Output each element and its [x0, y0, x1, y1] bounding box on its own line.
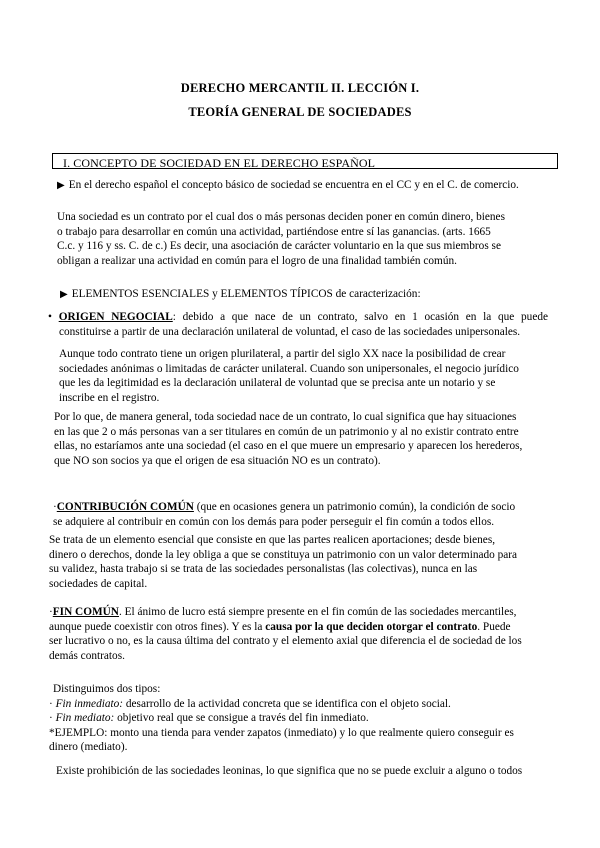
text-line: su validez, hasta trabajo si se trata de las sociedades personalistas (las colectivas), nunca en las [49, 563, 478, 576]
text-line: sociedades anónimas o limitadas de carácter unilateral. Cuando son unipersonales, el negocio jurídico [59, 362, 519, 375]
text-line: Se trata de un elemento esencial que consiste en que las partes realicen aportaciones; desde bienes, [49, 534, 496, 546]
text-line: constituirse a partir de una declaración unilateral de voluntad, el caso de las sociedades unipersonales. [59, 325, 521, 338]
list-prefix: · [49, 697, 56, 710]
text-line: Existe prohibición de las sociedades leoninas, lo que significa que no se puede excluir a alguno o todos [56, 765, 523, 777]
tipos-fin [49, 682, 514, 755]
contribucion-text: (que en ocasiones genera un patrimonio común), la condición de socio [193, 501, 516, 513]
fin-text-b: . Puede [477, 620, 511, 633]
text-line: o trabajo para desarrollar en común una actividad, partiéndose entre sí las ganancias. (arts. 1665 [57, 225, 491, 238]
bullet-dot-icon: • [48, 311, 52, 323]
text-line: que les da legitimidad es la declaración unilateral de voluntad que se precisa ante un notario y se [59, 377, 496, 390]
paragraph-leoninas [56, 764, 522, 779]
bullet-concepto [57, 178, 519, 194]
bullet-elementos-text: ELEMENTOS ESENCIALES y ELEMENTOS TÍPICOS de caracterización: [71, 288, 421, 300]
triangle-bullet-icon: ▶ [60, 289, 68, 300]
fin-inmediato-text: desarrollo de la actividad concreta que se identifica con el objeto social. [123, 697, 451, 710]
bullet-elementos [60, 287, 421, 303]
text-line: obligan a realizar una actividad en común para el logro de una finalidad también común. [57, 254, 457, 267]
text-line: C.c. y 116 y ss. C. de c.) Es decir, una asociación de carácter voluntario en la que sus miembros se [57, 240, 501, 253]
contribucion-comun [53, 500, 515, 529]
paragraph-general [54, 410, 522, 468]
text-line: demás contratos. [49, 649, 125, 662]
bullet-dot-icon: · [49, 606, 53, 618]
text-line: Una sociedad es un contrato por el cual dos o más personas deciden poner en común dinero, bienes [57, 211, 505, 223]
bullet-dot-icon: · [53, 501, 57, 513]
fin-comun-text: . El ánimo de lucro está siempre presente en el fin común de las sociedades mercantiles, [118, 606, 517, 618]
ejemplo-line: *EJEMPLO: monto una tienda para vender zapatos (inmediato) y lo que realmente quiero conseguir es [49, 726, 514, 739]
text-line: Por lo que, de manera general, toda sociedad nace de un contrato, lo cual significa que hay situaciones [54, 411, 517, 423]
fin-comun-heading: FIN COMÚN [52, 606, 119, 618]
contribucion-heading: CONTRIBUCIÓN COMÚN [56, 501, 194, 513]
origen-negocial [48, 310, 548, 339]
triangle-bullet-icon: ▶ [57, 180, 65, 191]
document-title: DERECHO MERCANTIL II. LECCIÓN I. [180, 81, 420, 95]
text-line: Aunque todo contrato tiene un origen plurilateral, a partir del siglo XX nace la posibilidad de crear [59, 348, 506, 360]
paragraph-definicion [57, 210, 505, 268]
text-line: sociedades de capital. [49, 577, 148, 590]
bullet-concepto-text: En el derecho español el concepto básico de sociedad se encuentra en el CC y en el C. de comercio. [68, 179, 519, 191]
text-line: dinero o derechos, donde la ley obliga a que se constituya un patrimonio con un valor determinado para [49, 548, 518, 561]
list-prefix: · [49, 712, 56, 725]
origen-heading: ORIGEN NEGOCIAL [58, 311, 173, 323]
paragraph-plurilateral [59, 347, 519, 405]
text-line: que NO son socios ya que el origen de esa situación NO es un contrato). [54, 454, 381, 467]
fin-mediato-text: objetivo real que se consigue a través del fin inmediato. [114, 712, 369, 725]
text-line: ser lucrativo o no, es la causa última del contrato y el elemento axial que diferencia el de sociedad de los [49, 635, 522, 648]
tipos-intro: Distinguimos dos tipos: [53, 683, 161, 695]
section-heading: I. CONCEPTO DE SOCIEDAD EN EL DERECHO ESPAÑOL [63, 156, 376, 169]
text-line: en las que 2 o más personas van a ser titulares en común de un patrimonio y al no existir contrato entre [54, 425, 519, 438]
paragraph-aportaciones [49, 533, 517, 591]
document-subtitle: TEORÍA GENERAL DE SOCIEDADES [188, 105, 412, 119]
text-line: inscribe en el registro. [59, 391, 160, 404]
text-line: se adquiere al contribuir en común con los demás para poder perseguir el fin común a todos ellos. [53, 515, 495, 528]
text-line: ellas, no estaríamos ante una sociedad (el caso en el que muere un empresario y aparecen los herederos, [54, 440, 523, 453]
fin-mediato-label: Fin mediato: [55, 712, 115, 725]
ejemplo-line: dinero (mediato). [49, 741, 128, 754]
fin-causa-bold: causa por la que deciden otorgar el contrato [265, 620, 478, 633]
fin-text-a: aunque puede coexistir con otros fines). Y es la [49, 620, 266, 633]
origen-text: : debido a que nace de un contrato, salvo en 1 ocasión en la que puede [172, 311, 548, 323]
fin-comun [49, 605, 522, 663]
fin-inmediato-label: Fin inmediato: [55, 697, 124, 710]
section-heading-box [52, 153, 558, 169]
